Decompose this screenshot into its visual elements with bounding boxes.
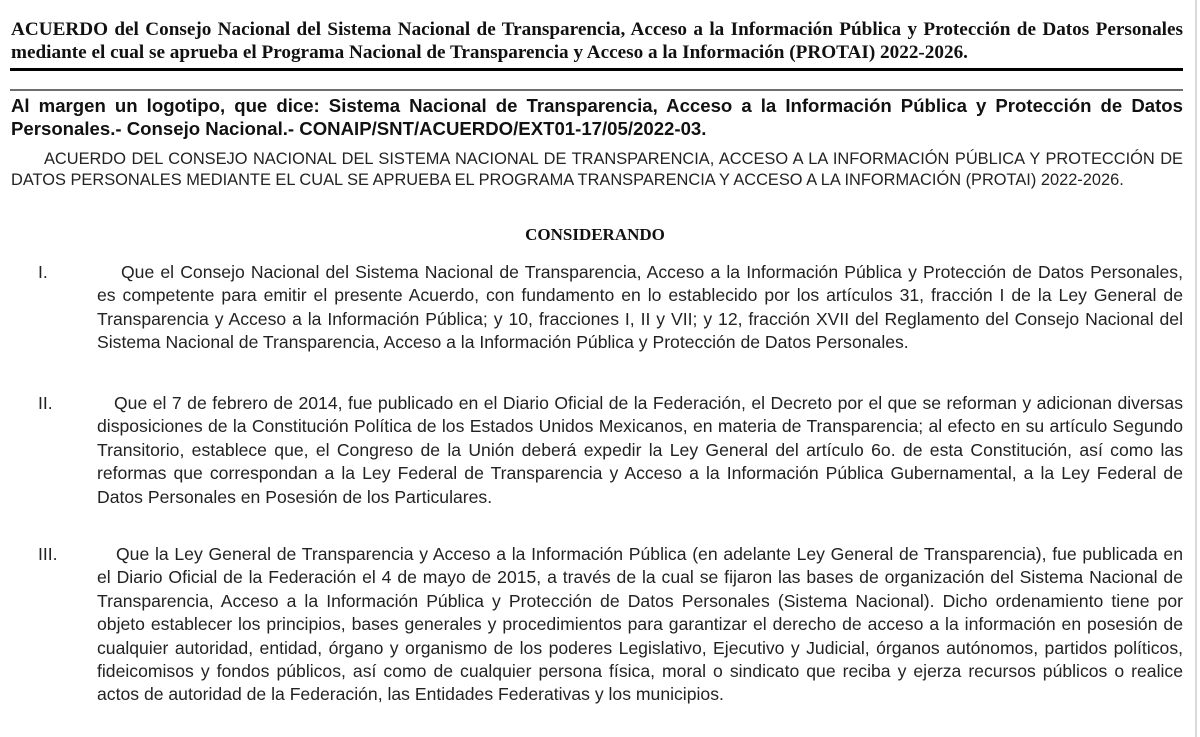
- section-heading: CONSIDERANDO: [525, 225, 665, 244]
- item-text: Que el Consejo Nacional del Sistema Nacional de Transparencia, Acceso a la Información Pública y Protección de Datos Personales, es competente para emitir el presente Acuerdo, con fundamento en lo establecido por los artículos 31, fracción I de la Ley General de Transparencia y Acceso a la Información Pública; y 10, fracciones I, II y VII; y 12, fracción XVII del Reglamento del Consejo Nacional del Sistema Nacional de Transparencia, Acceso a la Información Pública y Protección de Datos Personales.: [97, 262, 1183, 353]
- margin-note: Al margen un logotipo, que dice: Sistema Nacional de Transparencia, Acceso a la Información Pública y Protección de Datos Personales.- Consejo Nacional.- CONAIP/SNT/ACUERDO/EXT01-17/05/2022-03.: [11, 95, 1183, 139]
- section-divider: [10, 89, 1183, 91]
- acuerdo-heading-text: ACUERDO DEL CONSEJO NACIONAL DEL SISTEMA NACIONAL DE TRANSPARENCIA, ACCESO A LA INFORMACIÓN PÚBLICA Y PROTECCIÓN DE DATOS PERSONALES MEDIANTE EL CUAL SE APRUEBA EL PROGRAMA TRANSPARENCIA Y ACCESO A LA INFORMACIÓN (PROTAI) 2022-2026.: [11, 150, 1183, 189]
- item-text: Que el 7 de febrero de 2014, fue publicado en el Diario Oficial de la Federación, el Decreto por el que se reforman y adicionan diversas disposiciones de la Constitución Política de los Estados Unidos Mexicanos, en materia de Transparencia; al efecto en su artículo Segundo Transitorio, establece que, el Congreso de la Unión deberá expedir la Ley General del artículo 6o. de esta Constitución, así como las reformas que correspondan a la Ley Federal de Transparencia y Acceso a la Información Pública Gubernamental, a la Ley Federal de Datos Personales en Posesión de los Particulares.: [97, 393, 1183, 507]
- item-number: III.: [38, 544, 58, 564]
- item-number: II.: [38, 393, 53, 413]
- item-number: I.: [38, 262, 48, 282]
- document-title: ACUERDO del Consejo Nacional del Sistema Nacional de Transparencia, Acceso a la Información Pública y Protección de Datos Personales mediante el cual se aprueba el Programa Nacional de Transparencia y Acceso a la Información (PROTAI) 2022-2026.: [11, 19, 1183, 63]
- page-edge-divider: [1195, 0, 1197, 737]
- title-divider: [10, 68, 1183, 71]
- item-text: Que la Ley General de Transparencia y Acceso a la Información Pública (en adelante Ley General de Transparencia), fue publicada en el Diario Oficial de la Federación el 4 de mayo de 2015, a través de la cual se fijaron las bases de organización del Sistema Nacional de Transparencia, Acceso a la Información Pública y Protección de Datos Personales (Sistema Nacional). Dicho ordenamiento tiene por objeto establecer los principios, bases generales y procedimientos para garantizar el derecho de acceso a la información en posesión de cualquier autoridad, entidad, órgano y organismo de los poderes Legislativo, Ejecutivo y Judicial, órganos autónomos, partidos políticos, fideicomisos y fondos públicos, así como de cualquier persona física, moral o sindicato que reciba y ejerza recursos públicos o realice actos de autoridad de la Federación, las Entidades Federativas y los municipios.: [97, 544, 1183, 705]
